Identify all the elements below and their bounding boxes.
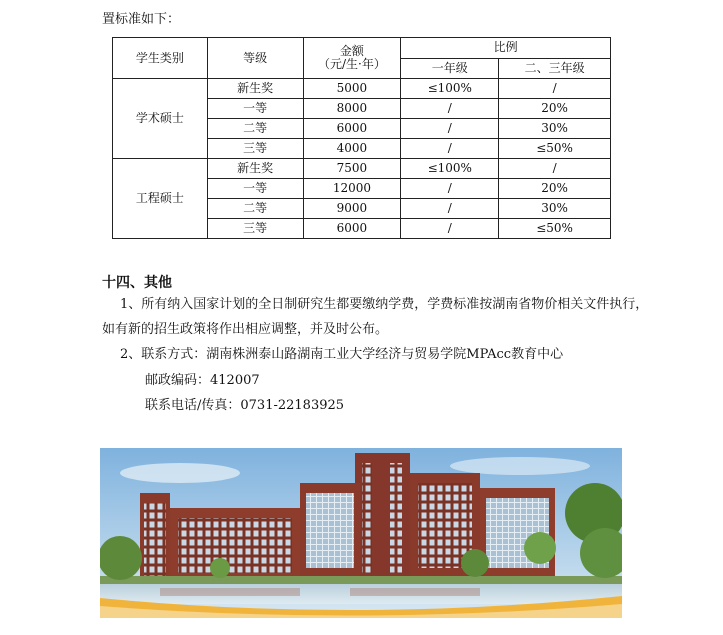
cell-year23: ≤50% [499, 219, 611, 239]
cell-year1: / [401, 179, 499, 199]
tree [210, 558, 230, 578]
cell-amount: 9000 [303, 199, 401, 219]
header-amount [303, 38, 401, 79]
group-name: 工程硕士 [113, 159, 208, 239]
cell-amount: 6000 [303, 219, 401, 239]
cell-year23: 20% [499, 99, 611, 119]
cell-year23: 20% [499, 179, 611, 199]
cloud [120, 463, 240, 483]
table-row [113, 159, 611, 179]
paragraph-1-line-1: 1、所有纳入国家计划的全日制研究生都要缴纳学费，学费标准按湖南省物价相关文件执行， [120, 297, 649, 312]
tree [524, 532, 556, 564]
cell-grade: 二等 [207, 119, 303, 139]
paragraph-2-contact: 2、联系方式：湖南株洲泰山路湖南工业大学经济与贸易学院MPAcc教育中心 [120, 347, 564, 362]
header-year1: 一年级 [401, 58, 499, 79]
cell-year23: ≤50% [499, 139, 611, 159]
cell-year1: / [401, 119, 499, 139]
cell-amount: 12000 [303, 179, 401, 199]
table-row [113, 79, 611, 99]
cell-grade: 一等 [207, 99, 303, 119]
scholarship-table [112, 37, 611, 239]
cell-amount: 8000 [303, 99, 401, 119]
tree [461, 549, 489, 577]
contact-phone: 联系电话/传真：0731-22183925 [145, 398, 345, 413]
campus-building-photo [100, 448, 622, 618]
cell-year23: 30% [499, 199, 611, 219]
section-title: 十四、其他 [102, 275, 172, 291]
building-illustration [100, 448, 622, 618]
cell-amount: 7500 [303, 159, 401, 179]
reflection [350, 588, 480, 596]
header-grade: 等级 [207, 38, 303, 79]
group-name: 学术硕士 [113, 79, 208, 159]
cell-year1: / [401, 199, 499, 219]
header-amount-line1: 金额 [339, 44, 364, 58]
cloud [450, 457, 590, 475]
cell-grade: 三等 [207, 219, 303, 239]
cell-year23: / [499, 79, 611, 99]
cell-amount: 6000 [303, 119, 401, 139]
cell-grade: 一等 [207, 179, 303, 199]
paragraph-1-line-2: 如有新的招生政策将作出相应调整，并及时公布。 [102, 322, 389, 337]
header-student-type: 学生类别 [113, 38, 208, 79]
tree [100, 536, 142, 580]
postal-code: 邮政编码：412007 [145, 373, 260, 388]
cell-year23: 30% [499, 119, 611, 139]
cell-amount: 4000 [303, 139, 401, 159]
header-ratio: 比例 [401, 38, 611, 59]
cell-year1: / [401, 139, 499, 159]
header-year23: 二、三年级 [499, 58, 611, 79]
cell-grade: 二等 [207, 199, 303, 219]
cell-year23: / [499, 159, 611, 179]
cell-year1: / [401, 219, 499, 239]
intro-text: 置标准如下： [102, 12, 181, 27]
cell-grade: 三等 [207, 139, 303, 159]
header-amount-line2: （元/生·年） [318, 57, 386, 71]
cell-amount: 5000 [303, 79, 401, 99]
cell-grade: 新生奖 [207, 159, 303, 179]
reflection [160, 588, 300, 596]
cell-year1: ≤100% [401, 159, 499, 179]
cell-grade: 新生奖 [207, 79, 303, 99]
cell-year1: / [401, 99, 499, 119]
cell-year1: ≤100% [401, 79, 499, 99]
